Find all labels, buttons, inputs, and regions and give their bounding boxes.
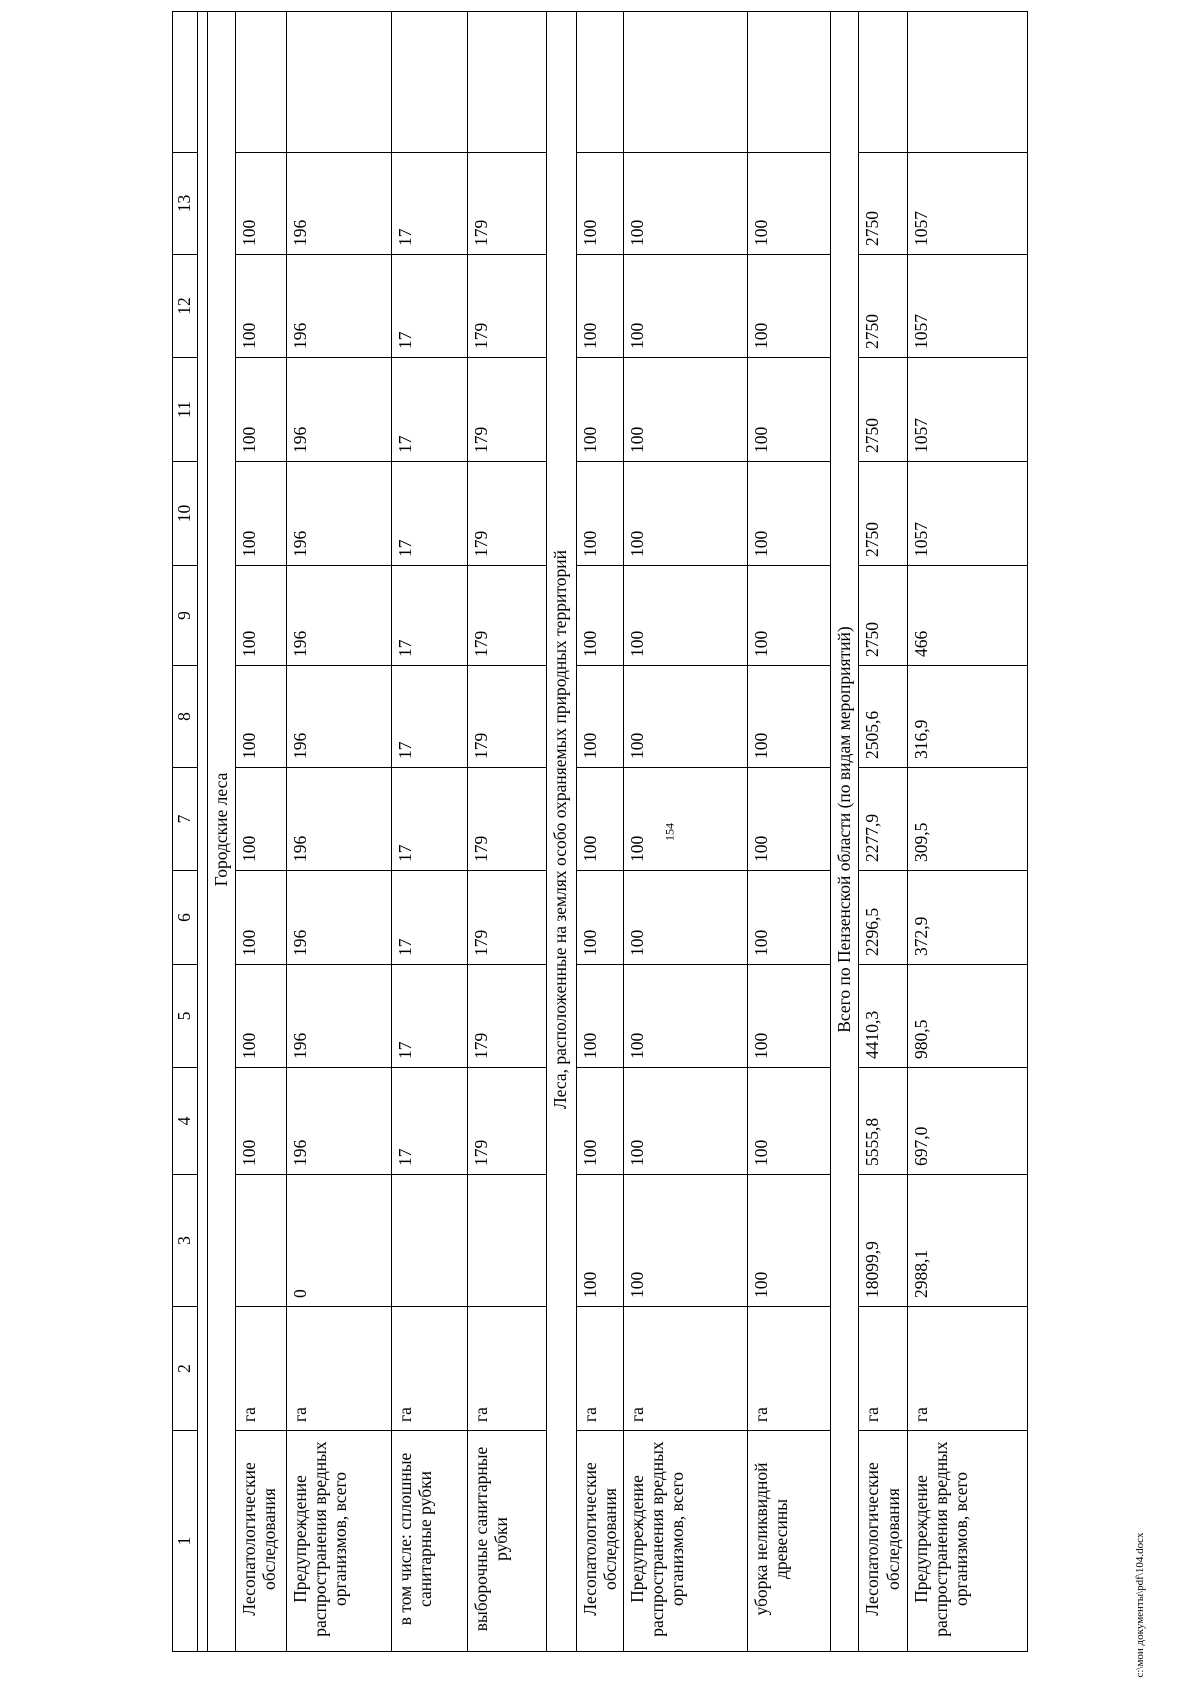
table-cell: 17	[392, 255, 468, 358]
table-cell: 179	[468, 965, 546, 1068]
table-cell: 196	[286, 153, 392, 255]
section-title-row	[546, 12, 576, 1652]
row-label: Предупреждение распространения вредных организмов, всего	[286, 1431, 392, 1652]
table-cell: 2750	[859, 358, 908, 462]
table-cell: 100	[576, 358, 623, 462]
table-cell: 0	[286, 1175, 392, 1307]
table-cell: 100	[747, 462, 830, 566]
table-cell: 17	[392, 666, 468, 768]
column-number: 12	[173, 255, 198, 358]
table-cell: 697,0	[908, 1068, 1028, 1175]
column-number: 10	[173, 462, 198, 566]
empty-cell	[286, 12, 392, 153]
table-cell: 980,5	[908, 965, 1028, 1068]
empty-cell	[576, 12, 623, 153]
column-number: 3	[173, 1175, 198, 1307]
column-number: 1	[173, 1431, 198, 1652]
table-cell: 179	[468, 153, 546, 255]
table-cell: 100	[623, 358, 747, 462]
table-row	[286, 12, 392, 1652]
table-cell: га	[392, 1307, 468, 1431]
table-cell: 4410,3	[859, 965, 908, 1068]
table-cell: 100	[235, 566, 286, 666]
table-cell: 372,9	[908, 871, 1028, 965]
table-cell: 17	[392, 462, 468, 566]
table-cell: 100	[235, 965, 286, 1068]
section-title-row	[830, 12, 858, 1652]
table-cell: 100	[576, 666, 623, 768]
table-cell: 100	[235, 255, 286, 358]
table-cell: 2750	[859, 255, 908, 358]
page-number: 154	[662, 823, 677, 841]
table-cell: 100	[576, 1068, 623, 1175]
rotated-table-container	[172, 12, 1028, 1652]
table-cell: 2750	[859, 566, 908, 666]
table-cell: 100	[576, 871, 623, 965]
table-cell: 100	[235, 768, 286, 871]
table-cell: 100	[576, 462, 623, 566]
table-row	[623, 12, 747, 1652]
table-cell: 100	[235, 871, 286, 965]
table-cell: 100	[576, 1175, 623, 1307]
section-title: Городские леса	[207, 12, 235, 1652]
column-number: 7	[173, 768, 198, 871]
data-table	[172, 11, 1028, 1652]
table-cell: 196	[286, 871, 392, 965]
table-cell: 17	[392, 871, 468, 965]
table-cell: 100	[623, 462, 747, 566]
table-cell: 17	[392, 768, 468, 871]
table-cell: 2988,1	[908, 1175, 1028, 1307]
row-label: в том числе: сплошные санитарные рубки	[392, 1431, 468, 1652]
section-title-row	[207, 12, 235, 1652]
table-cell: 466	[908, 566, 1028, 666]
table-cell: 1057	[908, 255, 1028, 358]
table-cell: 196	[286, 358, 392, 462]
table-cell	[235, 1175, 286, 1307]
column-number: 8	[173, 666, 198, 768]
table-cell: 5555,8	[859, 1068, 908, 1175]
table-cell: 1057	[908, 358, 1028, 462]
table-cell: га	[859, 1307, 908, 1431]
table-cell: 100	[623, 965, 747, 1068]
table-cell: 100	[576, 153, 623, 255]
spacer-row	[198, 12, 207, 1652]
column-number: 5	[173, 965, 198, 1068]
table-cell: 2505,6	[859, 666, 908, 768]
section-title: Всего по Пензенской области (по видам мероприятий)	[830, 12, 858, 1652]
table-cell: 17	[392, 358, 468, 462]
row-label: выборочные санитарные рубки	[468, 1431, 546, 1652]
table-cell: 316,9	[908, 666, 1028, 768]
table-cell: 179	[468, 358, 546, 462]
table-cell: 100	[576, 965, 623, 1068]
table-cell: 196	[286, 1068, 392, 1175]
table-cell: 100	[623, 1068, 747, 1175]
column-number: 9	[173, 566, 198, 666]
table-cell: га	[235, 1307, 286, 1431]
table-cell: 100	[623, 255, 747, 358]
empty-cell	[623, 12, 747, 153]
table-row	[859, 12, 908, 1652]
table-cell: 100	[747, 768, 830, 871]
table-cell: 196	[286, 566, 392, 666]
table-cell: 100	[747, 1068, 830, 1175]
table-cell: 100	[235, 462, 286, 566]
table-cell: 196	[286, 666, 392, 768]
table-cell	[468, 1175, 546, 1307]
table-cell	[392, 1175, 468, 1307]
table-row	[908, 12, 1028, 1652]
table-cell: 100	[235, 1068, 286, 1175]
table-cell: 196	[286, 768, 392, 871]
row-label: Предупреждение распространения вредных организмов, всего	[908, 1431, 1028, 1652]
table-cell: 100	[747, 255, 830, 358]
table-cell: 100	[235, 666, 286, 768]
row-label: Лесопатологические обследования	[235, 1431, 286, 1652]
column-number: 4	[173, 1068, 198, 1175]
row-label: уборка неликвидной древесины	[747, 1431, 830, 1652]
table-cell: 100	[623, 666, 747, 768]
table-cell: 17	[392, 566, 468, 666]
column-number: 2	[173, 1307, 198, 1431]
table-cell: 196	[286, 965, 392, 1068]
table-cell: 100	[747, 666, 830, 768]
table-cell: га	[576, 1307, 623, 1431]
empty-cell	[468, 12, 546, 153]
table-cell: 2750	[859, 153, 908, 255]
table-cell: га	[908, 1307, 1028, 1431]
table-row	[392, 12, 468, 1652]
empty-cell	[392, 12, 468, 153]
table-row	[468, 12, 546, 1652]
table-cell: 179	[468, 871, 546, 965]
row-label: Лесопатологические обследования	[576, 1431, 623, 1652]
table-cell: га	[747, 1307, 830, 1431]
table-cell: 100	[747, 871, 830, 965]
column-number: 11	[173, 358, 198, 462]
table-cell: 179	[468, 1068, 546, 1175]
table-cell: 2296,5	[859, 871, 908, 965]
table-cell: 2750	[859, 462, 908, 566]
table-cell: 179	[468, 566, 546, 666]
table-cell: га	[286, 1307, 392, 1431]
column-number: 6	[173, 871, 198, 965]
table-cell: 18099,9	[859, 1175, 908, 1307]
table-cell: 17	[392, 153, 468, 255]
table-cell: 1057	[908, 153, 1028, 255]
table-cell: 100	[623, 871, 747, 965]
table-cell: 179	[468, 666, 546, 768]
table-cell: 17	[392, 965, 468, 1068]
section-title: Леса, расположенные на землях особо охраняемых природных территорий	[546, 12, 576, 1652]
table-cell: га	[468, 1307, 546, 1431]
table-cell: 2277,9	[859, 768, 908, 871]
table-cell: 100	[235, 153, 286, 255]
table-cell: 100	[623, 566, 747, 666]
table-cell: 100	[623, 768, 747, 871]
empty-cell	[173, 12, 198, 153]
table-cell: 100	[576, 255, 623, 358]
table-cell: 100	[747, 358, 830, 462]
table-row	[576, 12, 623, 1652]
table-cell: 309,5	[908, 768, 1028, 871]
table-cell: 100	[576, 566, 623, 666]
table-cell: 100	[623, 153, 747, 255]
table-cell: 179	[468, 255, 546, 358]
table-cell: 100	[576, 768, 623, 871]
table-row	[747, 12, 830, 1652]
table-cell: 179	[468, 768, 546, 871]
row-label: Предупреждение распространения вредных организмов, всего	[623, 1431, 747, 1652]
table-cell: 100	[747, 965, 830, 1068]
column-number: 13	[173, 153, 198, 255]
table-cell: 100	[747, 1175, 830, 1307]
table-cell: 1057	[908, 462, 1028, 566]
footer-file-path: c:\мои документы\pdf\104.docx	[1134, 1532, 1146, 1678]
table-cell: 100	[747, 566, 830, 666]
table-cell: 179	[468, 462, 546, 566]
table-cell: га	[623, 1307, 747, 1431]
empty-cell	[859, 12, 908, 153]
table-cell: 100	[747, 153, 830, 255]
table-cell: 17	[392, 1068, 468, 1175]
empty-cell	[235, 12, 286, 153]
empty-cell	[747, 12, 830, 153]
table-cell: 100	[623, 1175, 747, 1307]
table-cell: 196	[286, 462, 392, 566]
column-number-row	[173, 12, 198, 1652]
table-row	[235, 12, 286, 1652]
empty-cell	[908, 12, 1028, 153]
table-cell: 196	[286, 255, 392, 358]
row-label: Лесопатологические обследования	[859, 1431, 908, 1652]
table-cell: 100	[235, 358, 286, 462]
